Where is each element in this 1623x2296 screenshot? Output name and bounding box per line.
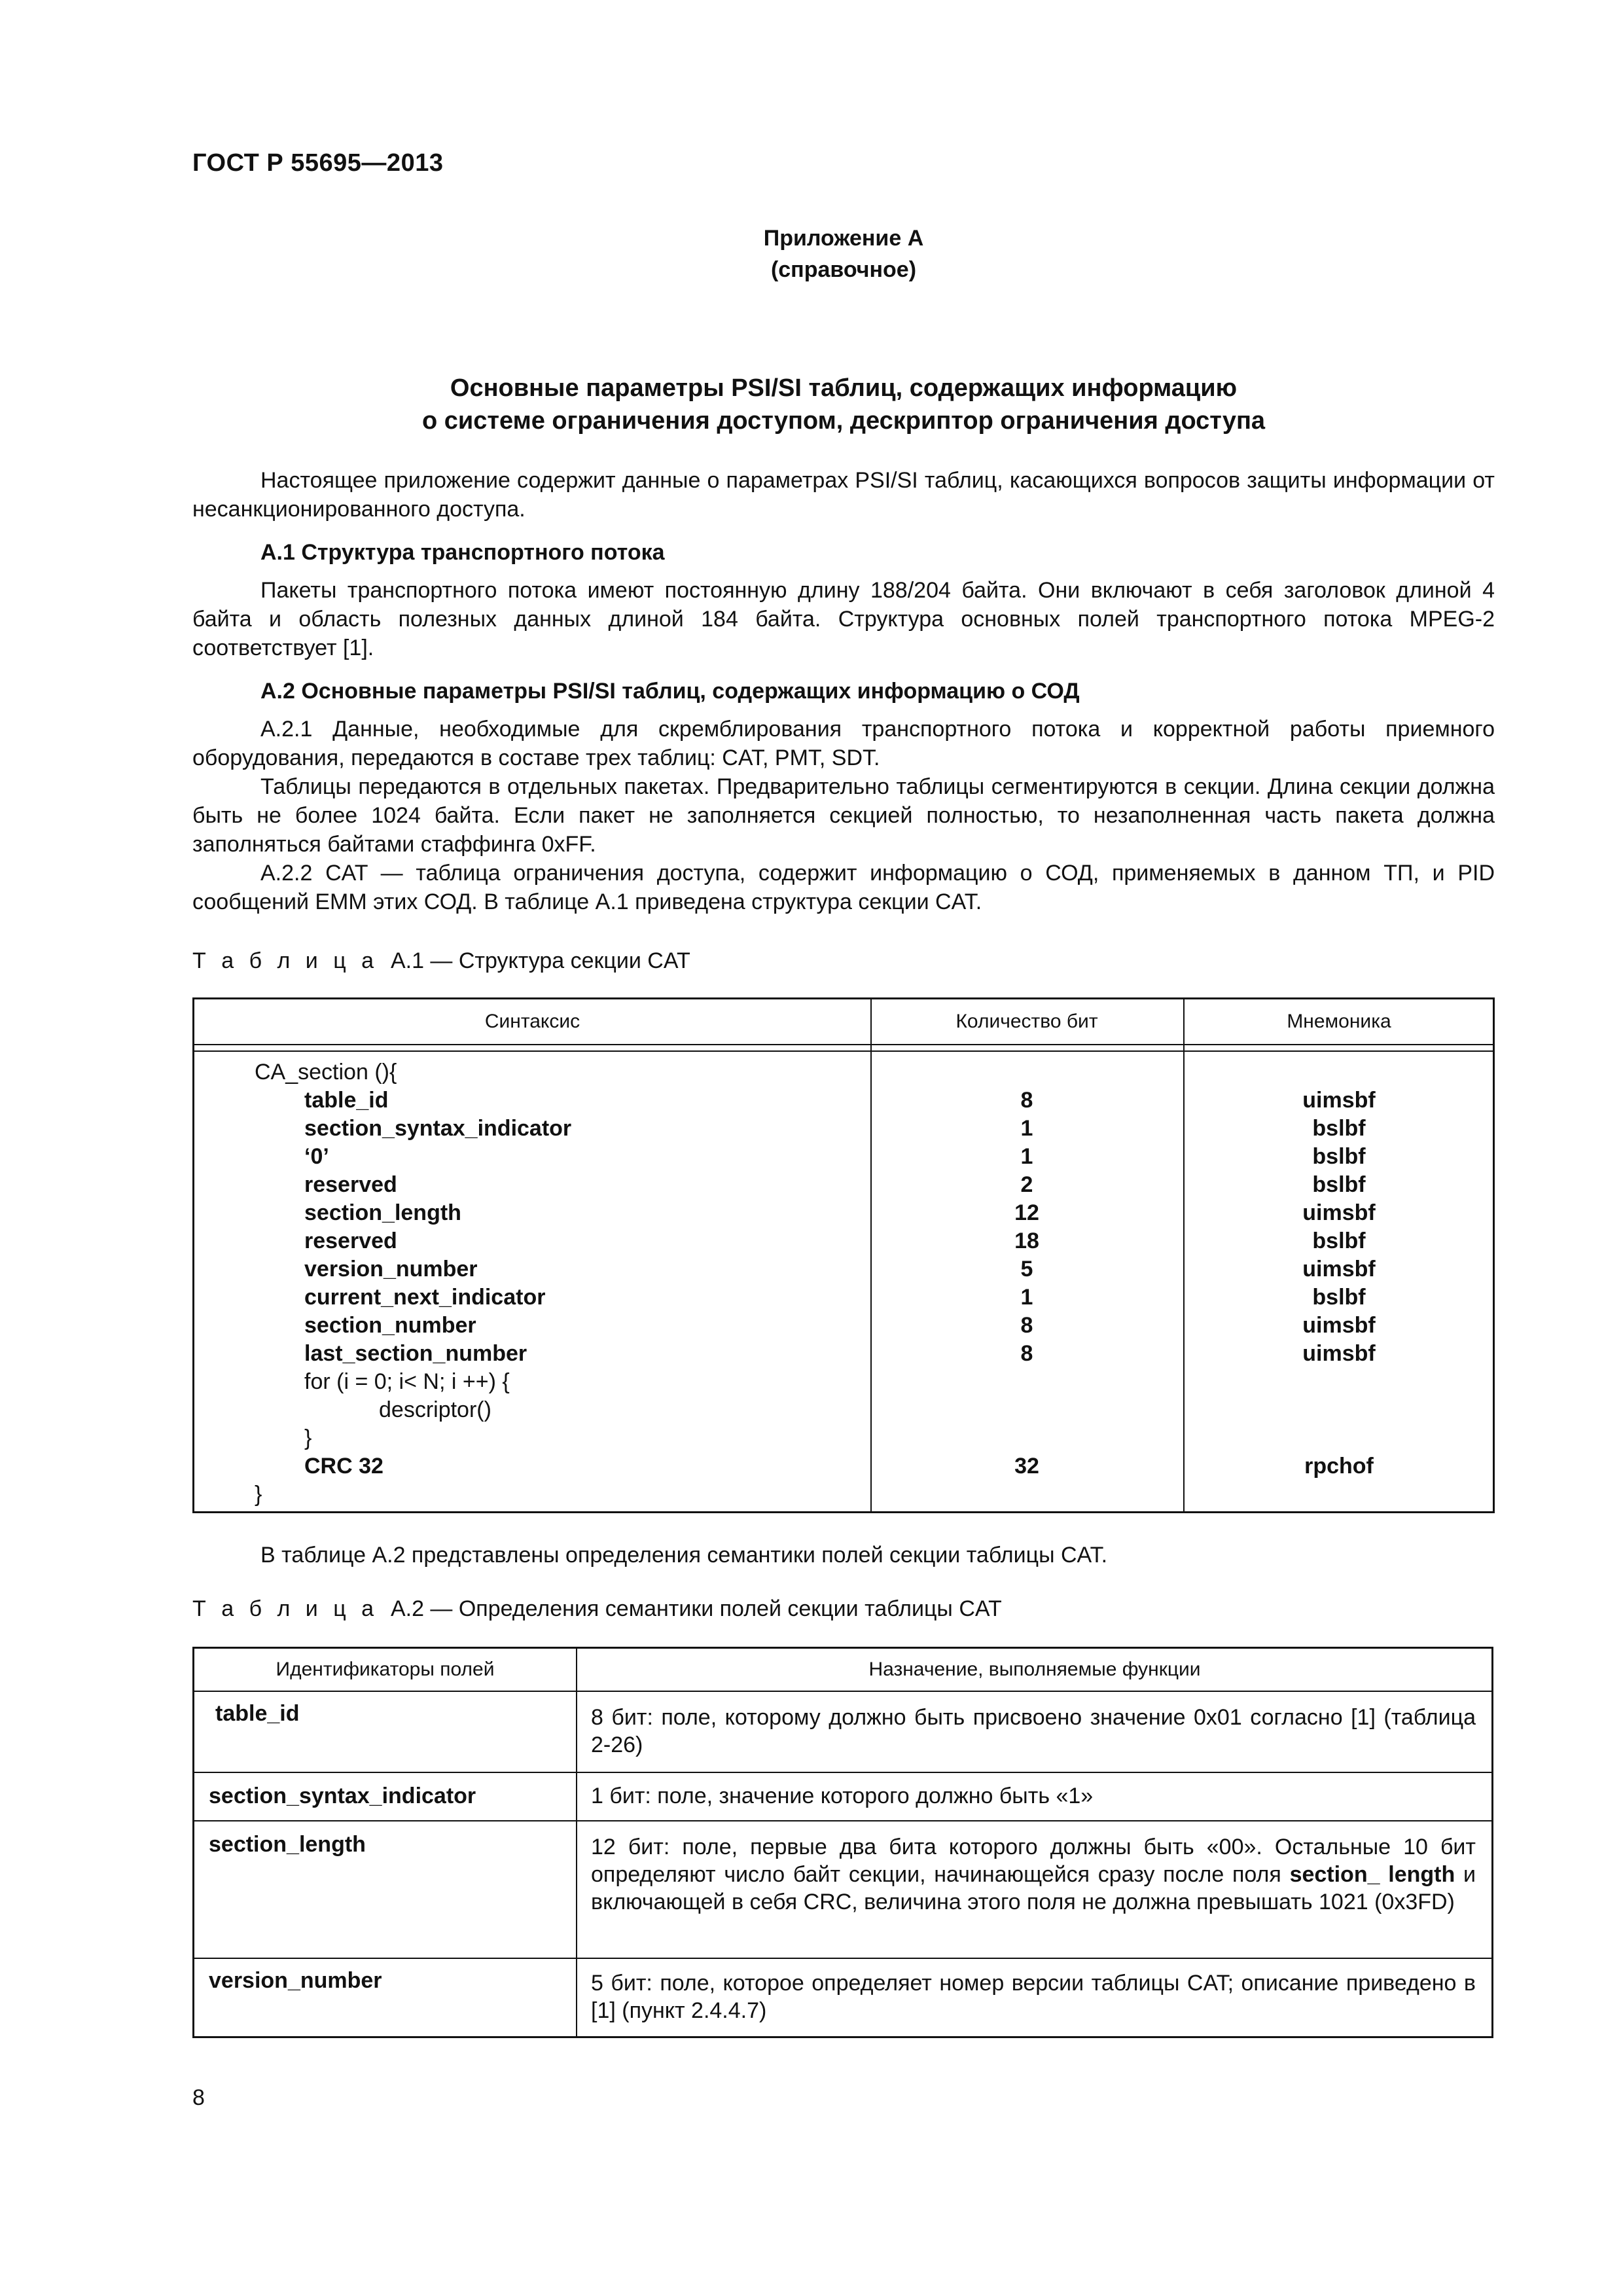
mnemonic-cell: bslbf <box>1312 1172 1366 1197</box>
syntax-cell: last_section_number <box>304 1341 527 1366</box>
table-row <box>194 1452 1493 1480</box>
mnemonic-cell: uimsbf <box>1302 1257 1376 1282</box>
field-desc-cell: 1 бит: поле, значение которого должно быть «1» <box>591 1784 1094 1808</box>
mnemonic-cell: bslbf <box>1312 1144 1366 1169</box>
field-desc-emphasis: section_ length <box>1289 1862 1455 1887</box>
mnemonic-cell: uimsbf <box>1302 1313 1376 1338</box>
appendix-title-line-2: о системе ограничения доступом, дескриптор ограничения доступа <box>421 407 1266 435</box>
syntax-cell: } <box>304 1426 312 1450</box>
document-code: ГОСТ Р 55695—2013 <box>192 149 444 177</box>
table-a1-caption-text: А.1 — Структура секции CAT <box>378 948 690 973</box>
bits-cell: 1 <box>1020 1144 1033 1169</box>
bits-cell: 12 <box>1014 1200 1039 1225</box>
table-row <box>194 1143 1493 1171</box>
bits-cell: 8 <box>1020 1313 1033 1338</box>
table-a2-caption-prefix: Т а б л и ц а <box>192 1596 379 1621</box>
table-a2-caption-text: А.2 — Определения семантики полей секции таблицы CAT <box>378 1596 1002 1621</box>
table-row <box>194 1058 1493 1086</box>
table-a2-rule <box>194 1958 1491 1959</box>
table-a2 <box>192 1647 1493 2038</box>
section-a2-paragraph-3: А.2.2 CAT — таблица ограничения доступа, содержит информацию о СОД, применяемых в данном ТП, и PID сообщений EMM этих СОД. В таблице А.1 приведена структура секции CAT. <box>192 861 1495 914</box>
field-id-cell: section_length <box>209 1832 366 1857</box>
syntax-cell: ‘0’ <box>304 1144 329 1169</box>
syntax-cell: descriptor() <box>379 1397 491 1422</box>
section-a2-paragraph-1: А.2.1 Данные, необходимые для скремблирования транспортного потока и корректной работы приемного оборудования, передаются в составе трех таблиц: CAT, PMT, SDT. <box>192 717 1495 770</box>
bits-cell: 1 <box>1020 1116 1033 1141</box>
field-id-cell: section_syntax_indicator <box>209 1784 476 1808</box>
table-row <box>194 1171 1493 1199</box>
table-row <box>194 1312 1493 1340</box>
table-a1-header-rule <box>194 1050 1493 1052</box>
table-row <box>194 1086 1493 1115</box>
table-row <box>194 1340 1493 1368</box>
syntax-cell: version_number <box>304 1257 478 1282</box>
field-desc-cell: 5 бит: поле, которое определяет номер версии таблицы CAT; описание приведено в [1] (пункт 2.4.4.7) <box>591 1971 1476 2023</box>
table-a2-header-desc: Назначение, выполняемые функции <box>868 1659 1201 1680</box>
section-a1-text: Пакеты транспортного потока имеют постоянную длину 188/204 байта. Они включают в себя заголовок длиной 4 байта и область полезных данных длиной 184 байта. Структура основных полей транспортного потока MPEG-2 соответствует [1]. <box>192 578 1495 660</box>
table-row <box>194 1368 1493 1396</box>
table-row <box>194 1480 1493 1509</box>
table-a1-caption-prefix: Т а б л и ц а <box>192 948 379 973</box>
section-a2-paragraph-2: Таблицы передаются в отдельных пакетах. Предварительно таблицы сегментируются в секции. Длина секции должна быть не более 1024 байта. Если пакет не заполняется секцией полностью, то незаполненная часть пакета должна заполняться байтами стаффинга 0xFF. <box>192 774 1495 857</box>
field-desc-cell: 8 бит: поле, которому должно быть присвоено значение 0x01 согласно [1] (таблица 2-26) <box>591 1705 1476 1757</box>
table-a2-caption <box>192 1594 1002 1623</box>
field-id-cell: version_number <box>209 1968 382 1993</box>
table-a2-rule <box>194 1772 1491 1773</box>
mnemonic-cell: uimsbf <box>1302 1088 1376 1113</box>
table-a1-header-syntax: Синтаксис <box>484 1011 580 1032</box>
syntax-cell: for (i = 0; i< N; i ++) { <box>304 1369 510 1394</box>
bits-cell: 18 <box>1014 1229 1039 1253</box>
syntax-cell: section_syntax_indicator <box>304 1116 572 1141</box>
table-row <box>194 1283 1493 1312</box>
field-desc-cell <box>591 1833 1476 1916</box>
syntax-cell: section_number <box>304 1313 476 1338</box>
table-a2-intro: В таблице А.2 представлены определения семантики полей секции таблицы CAT. <box>260 1543 1108 1568</box>
table-row <box>194 1115 1493 1143</box>
syntax-cell: } <box>255 1482 262 1507</box>
appendix-label: Приложение А <box>763 226 924 251</box>
syntax-cell: section_length <box>304 1200 461 1225</box>
table-row <box>194 1424 1493 1452</box>
intro-paragraph: Настоящее приложение содержит данные о параметрах PSI/SI таблиц, касающихся вопросов защиты информации от несанкционированного доступа. <box>192 468 1495 522</box>
bits-cell: 2 <box>1020 1172 1033 1197</box>
table-a1-caption <box>192 946 690 975</box>
mnemonic-cell: bslbf <box>1312 1116 1366 1141</box>
table-row <box>194 1227 1493 1255</box>
table-row <box>194 1255 1493 1283</box>
bits-cell: 1 <box>1020 1285 1033 1310</box>
appendix-title-line-1: Основные параметры PSI/SI таблиц, содержащих информацию <box>450 374 1238 402</box>
section-a1-heading: А.1 Структура транспортного потока <box>260 540 665 565</box>
page-number: 8 <box>192 2085 205 2110</box>
table-a2-rule <box>194 1820 1491 1821</box>
table-a2-rule <box>194 1691 1491 1692</box>
mnemonic-cell: uimsbf <box>1302 1200 1376 1225</box>
section-a2-heading: А.2 Основные параметры PSI/SI таблиц, содержащих информацию о СОД <box>260 679 1080 704</box>
syntax-cell: reserved <box>304 1229 397 1253</box>
appendix-kind: (справочное) <box>770 257 917 282</box>
mnemonic-cell: bslbf <box>1312 1285 1366 1310</box>
table-a1-header-rule <box>194 1044 1493 1045</box>
field-desc-text: и включающей в себя CRC, величина этого поля не должна превышать 1021 (0x3FD) <box>591 1862 1476 1914</box>
table-a1 <box>192 997 1495 1513</box>
syntax-cell: current_next_indicator <box>304 1285 546 1310</box>
table-a2-divider <box>576 1649 577 2036</box>
bits-cell: 8 <box>1020 1341 1033 1366</box>
table-a1-header-bits: Количество бит <box>955 1011 1098 1032</box>
syntax-cell: reserved <box>304 1172 397 1197</box>
mnemonic-cell: uimsbf <box>1302 1341 1376 1366</box>
syntax-cell: CRC 32 <box>304 1454 383 1479</box>
bits-cell: 8 <box>1020 1088 1033 1113</box>
field-id-cell: table_id <box>215 1701 300 1726</box>
field-desc-text: 12 бит: поле, первые два бита которого должны быть «00». Остальные 10 бит определяют число байт секции, начинающейся сразу после поля <box>591 1835 1476 1887</box>
table-row <box>194 1396 1493 1424</box>
syntax-cell: table_id <box>304 1088 389 1113</box>
syntax-cell: CA_section (){ <box>255 1060 397 1085</box>
table-row <box>194 1199 1493 1227</box>
mnemonic-cell: bslbf <box>1312 1229 1366 1253</box>
table-a1-header-mnemonic: Мнемоника <box>1287 1011 1391 1032</box>
mnemonic-cell: rpchof <box>1304 1454 1374 1479</box>
bits-cell: 5 <box>1020 1257 1033 1282</box>
table-a2-header-id: Идентификаторы полей <box>276 1659 495 1680</box>
bits-cell: 32 <box>1014 1454 1039 1479</box>
